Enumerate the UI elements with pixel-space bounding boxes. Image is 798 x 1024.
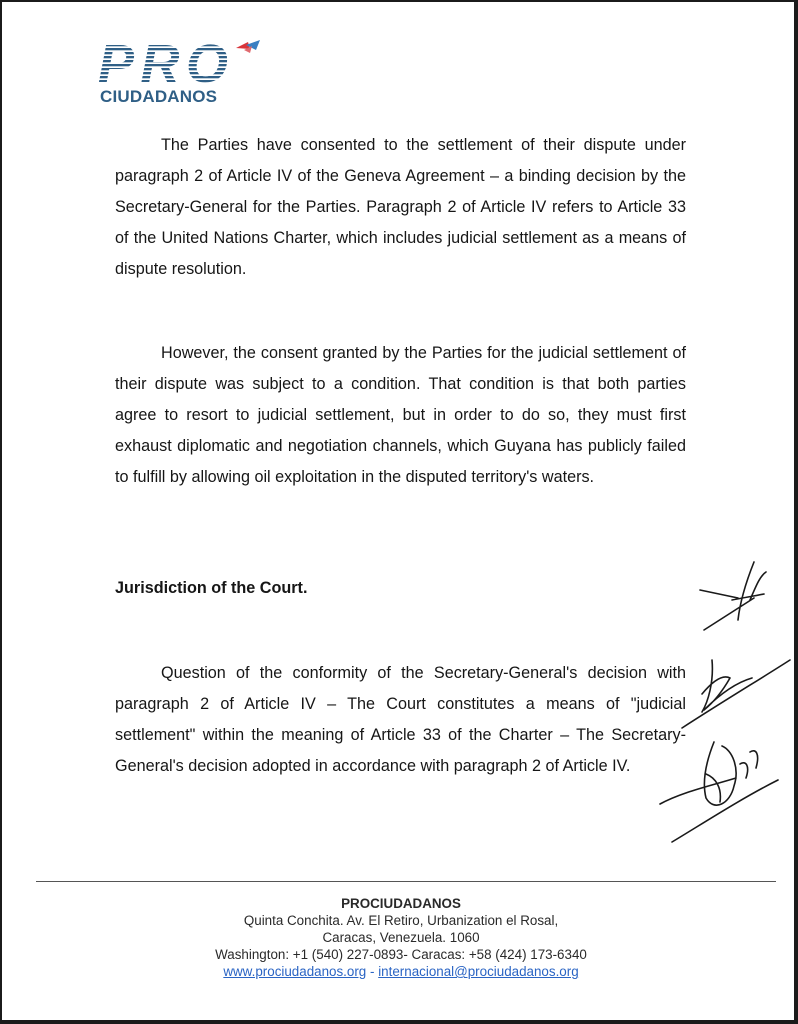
document-page	[2, 2, 794, 1020]
paragraph-1-text: The Parties have consented to the settlement of their dispute under paragraph 2 of Article IV of the Geneva Agreement – a binding decision by the Secretary-General for the Parties. Paragraph 2 of Article IV refers to Article 33 of the United Nations Charter, which includes judicial settlement as a means of dispute resolution.	[115, 136, 686, 278]
footer-address-line1: Quinta Conchita. Av. El Retiro, Urbanization el Rosal,	[243, 913, 559, 928]
footer-links	[2, 963, 794, 980]
signature-1	[700, 562, 766, 630]
footer	[2, 895, 794, 980]
paragraph-3	[115, 658, 686, 782]
email-link[interactable]: internacional@prociudadanos.org	[378, 964, 579, 979]
signature-3	[660, 742, 778, 842]
signature-2	[682, 660, 790, 728]
footer-divider	[36, 881, 776, 882]
paragraph-2	[115, 338, 686, 493]
section-heading: Jurisdiction of the Court.	[115, 579, 308, 597]
logo-subtitle: CIUDADANOS	[100, 87, 218, 106]
logo-title: PRO	[98, 36, 228, 86]
bird-mark-icon	[236, 40, 260, 53]
website-link[interactable]: www.prociudadanos.org	[223, 964, 367, 979]
paragraph-2-text: However, the consent granted by the Parties for the judicial settlement of their dispute was subject to a condition. That condition is that both parties agree to resort to judicial settlement, but in order to do so, they must first exhaust diplomatic and negotiation channels, which Guyana has publicly failed to fulfill by allowing oil exploitation in the disputed territory's waters.	[115, 344, 686, 486]
prociudadanos-logo	[98, 36, 278, 112]
footer-org-name: PROCIUDADANOS	[341, 896, 461, 911]
logo-wordmark	[98, 36, 278, 86]
footer-address-line2: Caracas, Venezuela. 1060	[322, 930, 480, 945]
footer-phones: Washington: +1 (540) 227-0893- Caracas: +58 (424) 173-6340	[215, 947, 587, 962]
handwritten-signatures	[642, 542, 794, 852]
paragraph-1	[115, 130, 686, 285]
paragraph-3-text: Question of the conformity of the Secretary-General's decision with paragraph 2 of Article IV – The Court constitutes a means of "judicial settlement" within the meaning of Article 33 of the Charter – The Secretary-General's decision adopted in accordance with paragraph 2 of Article IV.	[115, 664, 686, 775]
footer-link-separator: -	[370, 964, 375, 979]
